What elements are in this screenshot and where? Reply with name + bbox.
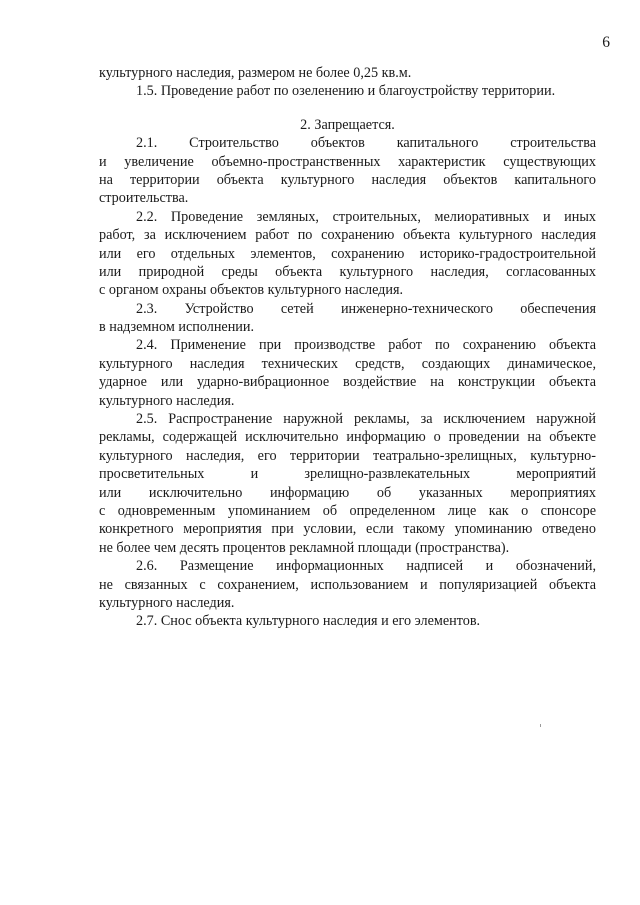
text-line: рекламы, содержащей исключительно информацию о проведении на объекте	[99, 429, 596, 446]
text-line: 2.5. Распространение наружной рекламы, за исключением наружной	[136, 411, 596, 428]
text-line: культурного наследия.	[99, 594, 235, 611]
text-line: 2.1. Строительство объектов капитального строительства	[136, 135, 596, 152]
text-line: с одновременным упоминанием об определенном лице как о спонсоре	[99, 502, 596, 519]
text-line: строительства.	[99, 190, 189, 207]
text-line: в надземном исполнении.	[99, 319, 255, 336]
section-heading: 2. Запрещается.	[300, 116, 395, 133]
text-line: и увеличение объемно-пространственных характеристик существующих	[99, 153, 596, 170]
text-line: просветительных и зрелищно-развлекательных мероприятий	[99, 466, 596, 483]
text-line: 1.5. Проведение работ по озеленению и благоустройству территории.	[136, 83, 556, 100]
paragraph-gap	[99, 101, 596, 116]
text-line: работ, за исключением работ по сохранению объекта культурного наследия	[99, 227, 596, 244]
text-line: ударное или ударно-вибрационное воздействие на конструкции объекта	[99, 374, 596, 391]
text-line: культурного наследия.	[99, 392, 235, 409]
text-line: 2.2. Проведение земляных, строительных, мелиоративных и иных	[136, 208, 596, 225]
text-line: с органом охраны объектов культурного наследия.	[99, 282, 404, 299]
text-line: культурного наследия, размером не более 0,25 кв.м.	[99, 65, 412, 81]
text-line: не связанных с сохранением, использованием и популяризацией объекта	[99, 576, 596, 593]
text-line: конкретного мероприятия при условии, если такому упоминанию отведено	[99, 521, 596, 538]
text-line: или его отдельных элементов, сохранению историко-градостроительной	[99, 245, 596, 262]
page-number: 6	[602, 34, 610, 51]
text-line: культурного наследия технических средств, создающих динамическое,	[99, 355, 596, 372]
text-line: или природной среды объекта культурного наследия, согласованных	[99, 263, 596, 280]
text-line: культурного наследия, его территории театрально-зрелищных, культурно-	[99, 447, 596, 464]
text-line: на территории объекта культурного наследия объектов капитального	[99, 171, 596, 188]
text-line: не более чем десять процентов рекламной площади (пространства).	[99, 539, 510, 556]
text-line: 2.7. Снос объекта культурного наследия и его элементов.	[136, 613, 481, 630]
text-line: 2.3. Устройство сетей инженерно-технического обеспечения	[136, 300, 596, 317]
text-line: 2.6. Размещение информационных надписей и обозначений,	[136, 558, 596, 575]
text-line: или исключительно информацию об указанных мероприятиях	[99, 484, 596, 501]
document-body	[99, 64, 596, 631]
scan-artifact	[540, 724, 541, 727]
text-line: 2.4. Применение при производстве работ по сохранению объекта	[136, 337, 596, 354]
